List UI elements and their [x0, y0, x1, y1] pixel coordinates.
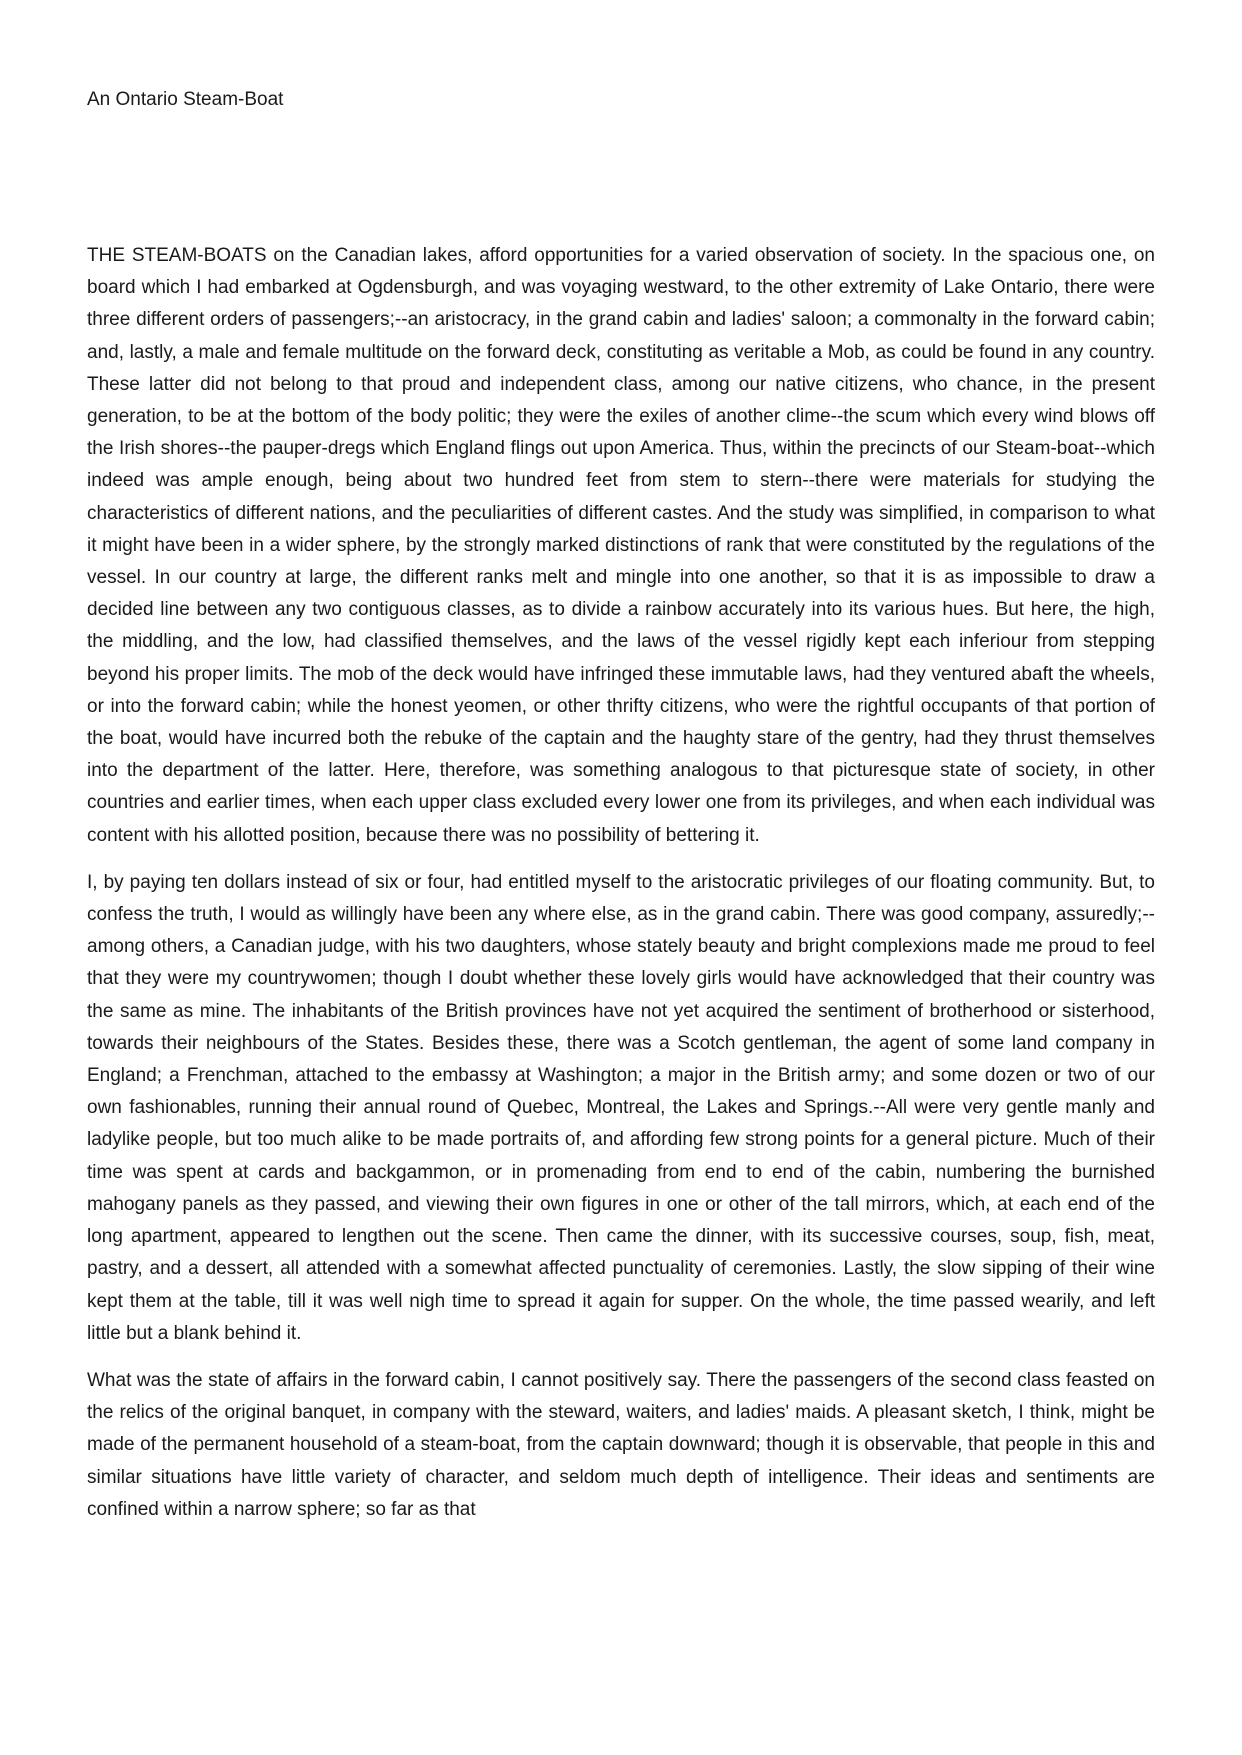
document-body: [87, 240, 1155, 1541]
paragraph-3: What was the state of affairs in the forward cabin, I cannot positively say. There the passengers of the second class feasted on the relics of the original banquet, in company with the steward, waiters, and ladies' maids. A pleasant sketch, I think, might be made of the permanent household of a steam-boat, from the captain downward; though it is observable, that people in this and similar situations have little variety of character, and seldom much depth of intelligence. Their ideas and sentiments are confined within a narrow sphere; so far as that: [87, 1369, 1155, 1520]
paragraph-2: I, by paying ten dollars instead of six or four, had entitled myself to the aristocratic privileges of our floating community. But, to confess the truth, I would as willingly have been any where else, as in the grand cabin. There was good company, assuredly;--among others, a Canadian judge, with his two daughters, whose stately beauty and bright complexions made me proud to feel that they were my countrywomen; though I doubt whether these lovely girls would have acknowledged that their country was the same as mine. The inhabitants of the British provinces have not yet acquired the sentiment of brotherhood or sisterhood, towards their neighbours of the States. Besides these, there was a Scotch gentleman, the agent of some land company in England; a Frenchman, attached to the embassy at Washington; a major in the British army; and some dozen or two of our own fashionables, running their annual round of Quebec, Montreal, the Lakes and Springs.--All were very gentle manly and ladylike people, but too much alike to be made portraits of, and affording few strong points for a general picture. Much of their time was spent at cards and backgammon, or in promenading from end to end of the cabin, numbering the burnished mahogany panels as they passed, and viewing their own figures in one or other of the tall mirrors, which, at each end of the long apartment, appeared to lengthen out the scene. Then came the dinner, with its successive courses, soup, fish, meat, pastry, and a dessert, all attended with a somewhat affected punctuality of ceremonies. Lastly, the slow sipping of their wine kept them at the table, till it was well nigh time to spread it again for supper. On the whole, the time passed wearily, and left little but a blank behind it.: [87, 871, 1155, 1344]
paragraph-1: THE STEAM-BOATS on the Canadian lakes, afford opportunities for a varied observation of society. In the spacious one, on board which I had embarked at Ogdensburgh, and was voyaging westward, to the other extremity of Lake Ontario, there were three different orders of passengers;--an aristocracy, in the grand cabin and ladies' saloon; a commonalty in the forward cabin; and, lastly, a male and female multitude on the forward deck, constituting as veritable a Mob, as could be found in any country. These latter did not belong to that proud and independent class, among our native citizens, who chance, in the present generation, to be at the bottom of the body politic; they were the exiles of another clime--the scum which every wind blows off the Irish shores--the pauper-dregs which England flings out upon America. Thus, within the precincts of our Steam-boat--which indeed was ample enough, being about two hundred feet from stem to stern--there were materials for studying the characteristics of different nations, and the peculiarities of different castes. And the study was simplified, in comparison to what it might have been in a wider sphere, by the strongly marked distinctions of rank that were constituted by the regulations of the vessel. In our country at large, the different ranks melt and mingle into one another, so that it is as impossible to draw a decided line between any two contiguous classes, as to divide a rainbow accurately into its various hues. But here, the high, the middling, and the low, had classified themselves, and the laws of the vessel rigidly kept each inferiour from stepping beyond his proper limits. The mob of the deck would have infringed these immutable laws, had they ventured abaft the wheels, or into the forward cabin; while the honest yeomen, or other thrifty citizens, who were the rightful occupants of that portion of the boat, would have incurred both the rebuke of the captain and the haughty stare of the gentry, had they thrust themselves into the department of the latter. Here, therefore, was something analogous to that picturesque state of society, in other countries and earlier times, when each upper class excluded every lower one from its privileges, and when each individual was content with his allotted position, because there was no possibility of bettering it.: [87, 245, 1155, 846]
document-title: An Ontario Steam-Boat: [87, 89, 284, 110]
